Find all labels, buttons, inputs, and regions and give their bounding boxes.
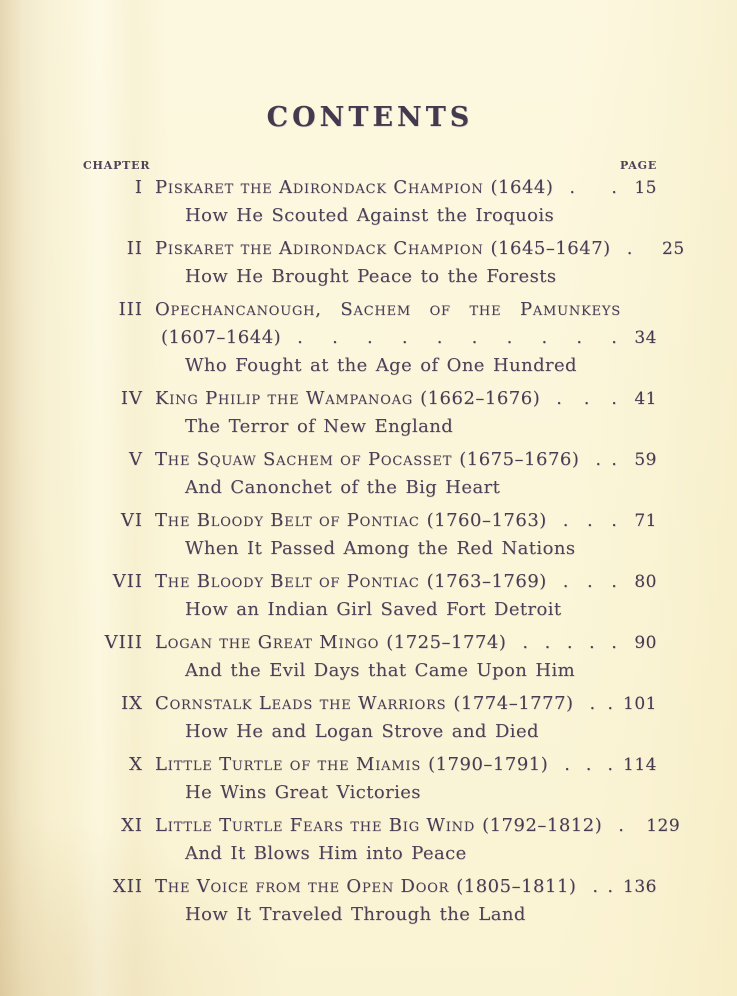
chapter-title: The Bloody Belt of Pontiac (1760–1763) (155, 510, 547, 531)
entry-title-line (155, 873, 657, 901)
dot-leader: . . . (562, 571, 617, 592)
entry-body (155, 235, 685, 291)
entry-title-line (155, 812, 681, 840)
dot-leader: . . (595, 449, 617, 470)
chapter-subtitle: And It Blows Him into Peace (185, 843, 467, 864)
entry-body (155, 812, 681, 868)
chapter-title: Little Turtle of the Miamis (1790–1791) (155, 754, 549, 775)
entry-title-line (155, 751, 657, 779)
dot-leader: . . . (564, 754, 614, 775)
chapter-title: Cornstalk Leads the Warriors (1774–1777) (155, 693, 574, 714)
dot-leader: . . . . . (522, 632, 617, 653)
chapter-subtitle: How He and Logan Strove and Died (185, 721, 539, 742)
entry-body (155, 174, 657, 230)
chapter-numeral: I (134, 177, 143, 198)
chapter-column-label: CHAPTER (83, 159, 151, 172)
chapter-years: (1644) (490, 177, 554, 198)
entry-body (155, 873, 657, 929)
dot-leader: . . (569, 177, 617, 198)
page-content (83, 0, 685, 929)
chapter-subtitle: And the Evil Days that Came Upon Him (185, 660, 576, 681)
page-number: 34 (634, 328, 657, 348)
page-number: 136 (623, 877, 657, 897)
chapter-numeral: XI (121, 815, 143, 836)
chapter-subtitle: How He Scouted Against the Iroquois (185, 205, 555, 226)
chapter-subtitle: When It Passed Among the Red Nations (185, 538, 576, 559)
chapter-title: Piskaret the Adirondack Champion (1644) (155, 177, 554, 198)
chapter-years: (1760–1763) (426, 510, 547, 531)
page-number: 80 (634, 572, 657, 592)
chapter-years: (1662–1676) (420, 388, 541, 409)
chapter-years: (1725–1774) (386, 632, 507, 653)
entry-body (155, 446, 657, 502)
page-number: 129 (646, 816, 681, 836)
chapter-years: (1763–1769) (426, 571, 547, 592)
toc-entry (83, 446, 657, 502)
page-column-label: PAGE (620, 159, 657, 172)
toc-entry (83, 296, 657, 380)
toc-entry (83, 812, 681, 868)
chapter-subtitle: How It Traveled Through the Land (185, 904, 526, 925)
dot-leader: . . . (562, 510, 617, 531)
toc-entry (83, 235, 685, 291)
chapter-title: King Philip the Wampanoag (1662–1676) (155, 388, 541, 409)
chapter-years: (1792–1812) (482, 815, 603, 836)
page-number: 90 (634, 633, 657, 653)
chapter-years: (1790–1791) (428, 754, 549, 775)
chapter-subtitle: How an Indian Girl Saved Fort Detroit (185, 599, 562, 620)
entry-body (155, 385, 657, 441)
toc-entries (83, 174, 685, 929)
column-headers (83, 160, 657, 172)
toc-entry (83, 568, 657, 624)
dot-leader: . . . (556, 388, 617, 409)
entry-body (155, 296, 657, 380)
chapter-years: (1607–1644) (161, 327, 282, 348)
chapter-numeral: IX (121, 693, 143, 714)
chapter-subtitle: The Terror of New England (185, 416, 454, 437)
dot-leader: . . . . . . . . . . (297, 327, 617, 348)
dot-leader: . (618, 815, 624, 836)
toc-entry (83, 174, 657, 230)
page-number: 114 (623, 755, 657, 775)
chapter-numeral: VIII (104, 632, 143, 653)
chapter-title: The Voice from the Open Door (1805–1811) (155, 876, 577, 897)
entry-title-line (155, 446, 657, 474)
chapter-title: The Bloody Belt of Pontiac (1763–1769) (155, 571, 547, 592)
chapter-numeral: IV (120, 388, 143, 409)
chapter-years: (1645–1647) (490, 238, 611, 259)
toc-entry (83, 873, 657, 929)
entry-body (155, 629, 657, 685)
toc-entry (83, 629, 657, 685)
entry-body (155, 690, 657, 746)
dot-leader: . (626, 238, 633, 259)
page-number: 71 (634, 511, 657, 531)
dot-leader: . . (592, 876, 614, 897)
toc-entry (83, 385, 657, 441)
chapter-numeral: VII (112, 571, 143, 592)
chapter-title: Opechancanough, Sachem of the Pamunkeys (155, 299, 621, 320)
chapter-subtitle: How He Brought Peace to the Forests (185, 266, 557, 287)
entry-title-line (155, 568, 657, 596)
chapter-subtitle: He Wins Great Victories (185, 782, 421, 803)
chapter-subtitle: And Canonchet of the Big Heart (185, 477, 501, 498)
chapter-title: Little Turtle Fears the Big Wind (1792–1812) (155, 815, 603, 836)
page-number: 15 (634, 178, 657, 198)
dot-leader: . . (589, 693, 614, 714)
chapter-numeral: VI (120, 510, 143, 531)
entry-body (155, 507, 657, 563)
page-number: 41 (634, 389, 657, 409)
chapter-years: (1675–1676) (459, 449, 580, 470)
chapter-numeral: X (129, 754, 143, 775)
chapter-title: Logan the Great Mingo (1725–1774) (155, 632, 507, 653)
toc-entry (83, 507, 657, 563)
entry-title-line (155, 174, 657, 202)
chapter-numeral: II (126, 238, 143, 259)
chapter-title: The Squaw Sachem of Pocasset (1675–1676) (155, 449, 580, 470)
chapter-subtitle: Who Fought at the Age of One Hundred (185, 355, 577, 376)
chapter-years: (1774–1777) (453, 693, 574, 714)
page-number: 25 (662, 239, 685, 259)
chapter-title: Piskaret the Adirondack Champion (1645–1647) (155, 238, 611, 259)
chapter-numeral: XII (112, 876, 143, 897)
chapter-numeral: III (118, 299, 143, 320)
entry-title-line (155, 385, 657, 413)
entry-title-line (155, 507, 657, 535)
entry-body (155, 751, 657, 807)
toc-entry (83, 690, 657, 746)
entry-body (155, 568, 657, 624)
chapter-years: (1805–1811) (456, 876, 577, 897)
chapter-numeral: V (129, 449, 143, 470)
page-number: 59 (634, 450, 657, 470)
entry-title-line (155, 235, 685, 263)
page-number: 101 (623, 694, 657, 714)
entry-years-line (155, 324, 657, 352)
toc-entry (83, 751, 657, 807)
entry-title-line (155, 629, 657, 657)
page-title: CONTENTS (266, 102, 474, 133)
entry-title-line (155, 690, 657, 718)
